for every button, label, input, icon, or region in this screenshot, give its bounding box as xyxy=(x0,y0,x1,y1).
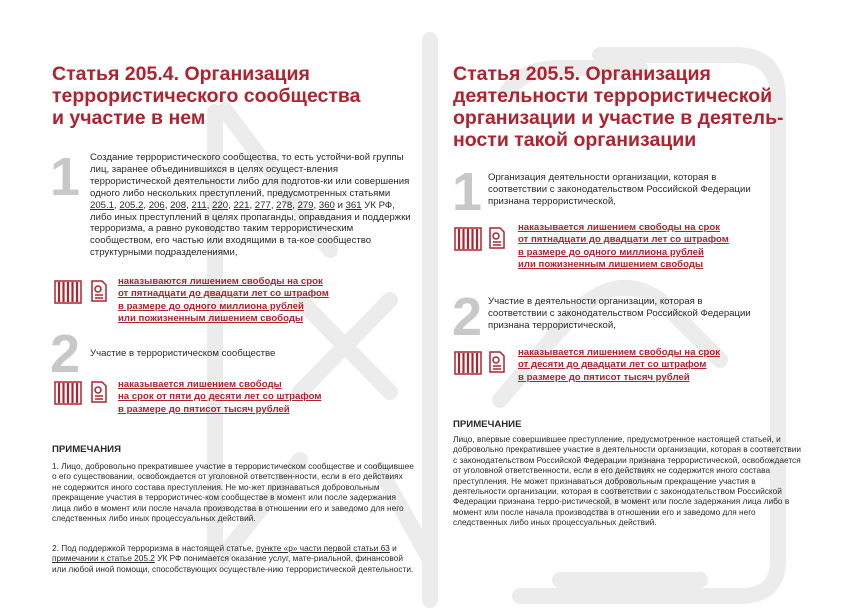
part-number: 1 xyxy=(452,162,483,222)
penalty-line: или пожизненным лишением свободы xyxy=(518,259,704,271)
article-link[interactable]: 208 xyxy=(170,199,187,211)
part-number: 2 xyxy=(452,287,483,347)
article-link[interactable]: 221 xyxy=(233,199,250,211)
note: Лицо, впервые совершившее преступление, предусмотренное настоящей статьей, и добровольно прекратившее участие в деятельности организации, которая в соответствии с законодательством Российской Федерации признана террористической, освобождается от уголовной ответственности, если в его действиях не содержится иного состава преступления. Не может признаваться добровольным прекращение участия в деятельности организации, которая в соответствии с законодательством Российской Федерации признана терро-ристической, в момент или после задержания лица либо в момент или после начала производства в отношении его и заведомо для него следственных либо иных процессуальных действий. xyxy=(453,434,802,528)
notes-heading: ПРИМЕЧАНИЯ xyxy=(52,444,121,455)
note-2-conjunction: и xyxy=(389,543,397,553)
title-line: и участие в нем xyxy=(52,107,206,129)
conjunction: и xyxy=(337,199,343,211)
prison-bars-icon xyxy=(454,227,482,251)
part-2-text: Участие в деятельности организации, которая в соответствии с законодательством Российской Федерации признана террористической, xyxy=(488,296,751,331)
part-1-text-start: Создание террористического сообщества, то есть устойчи-вой группы лиц, заранее объединившихся в целях осущест-вления террористической деятельности либо для подготов-ки или совершения одного либо нескольких преступлений, предусмотренных статьями xyxy=(90,152,410,199)
fine-document-icon xyxy=(90,381,108,403)
fine-document-icon xyxy=(488,351,506,373)
part-1-text-end: УК РФ, либо иных преступлений в целях пропаганды, оправдания и поддержки терроризма, а равно руководство таким террористическим сообществом, его частью или входящими в та-кое сообщество структурными подразделениями, xyxy=(90,199,411,259)
penalty-line: на срок от пяти до десяти лет со штрафом xyxy=(118,391,322,403)
penalty-line: в размере до одного миллиона рублей xyxy=(118,300,304,312)
note-2-text-end: УК РФ понимается оказание услуг, мате-риальной, финансовой или любой иной помощи, способствующих осуществле-нию террористической деятельности. xyxy=(52,553,414,574)
prison-bars-icon xyxy=(54,381,82,405)
note-2-text-start: 2. Под поддержкой терроризма в настоящей статье, xyxy=(52,543,257,553)
article-63-link[interactable]: пункте «р» части первой статьи 63 xyxy=(256,543,390,553)
note-205-2-link[interactable]: примечании к статье 205.2 xyxy=(52,553,155,564)
prison-bars-icon xyxy=(454,351,482,375)
penalty-line: в размере до пятисот тысяч рублей xyxy=(118,403,290,415)
part-1-text: Создание террористического сообщества, то есть устойчи-вой группы лиц, заранее объединившихся в целях осущест-вления террористической деятельности либо для подготов-ки или совершения одного либо нескольких преступлений, предусмотренных статьями 205.1, 205.2, 206, 208, 211, 220, 221, 277, 278, 279, 360 и 361 УК РФ, либо иных преступлений в целях пропаганды, оправдания и поддержки терроризма, а равно руководство таким террористическим сообществом, его частью или входящими в та-кое сообщество структурными подразделениями, xyxy=(90,152,411,259)
title-line: организации и участие в деятель- xyxy=(453,107,784,129)
article-link[interactable]: 205.2 xyxy=(119,199,144,211)
fine-document-icon xyxy=(488,227,506,249)
penalty-text xyxy=(518,347,720,384)
penalty-line: или пожизненным лишением свободы xyxy=(118,313,304,325)
title-line: Статья 205.4. Организация xyxy=(52,63,310,85)
title-line: деятельности террористической xyxy=(453,85,773,107)
article-205-4-title xyxy=(52,63,412,129)
article-link[interactable]: 205.1 xyxy=(90,199,115,211)
penalty-line: от десяти до двадцати лет со штрафом xyxy=(518,359,707,371)
part-2-text: Участие в террористическом сообществе xyxy=(90,348,276,359)
part-1-text: Организация деятельности организации, которая в соответствии с законодательством Российской Федерации признана террористической, xyxy=(488,172,751,207)
article-link[interactable]: 277 xyxy=(254,199,271,211)
article-link[interactable]: 206 xyxy=(148,199,165,211)
article-link[interactable]: 211 xyxy=(191,199,207,211)
penalty-line: наказываются лишением свободы на срок xyxy=(118,276,323,287)
penalty-line: в размере до одного миллиона рублей xyxy=(518,246,704,258)
penalty-text xyxy=(118,276,329,326)
notes-heading: ПРИМЕЧАНИЕ xyxy=(453,419,522,430)
fine-document-icon xyxy=(90,280,108,302)
penalty-line: от пятнадцати до двадцати лет со штрафом xyxy=(518,234,729,246)
penalty-text xyxy=(118,379,321,416)
penalty-line: наказывается лишением свободы на срок xyxy=(518,222,721,233)
article-link[interactable]: 220 xyxy=(212,199,229,211)
title-line: ности такой организации xyxy=(453,129,697,151)
note-2 xyxy=(52,543,414,574)
note-1: 1. Лицо, добровольно прекратившее участие в террористическом сообществе и сообщившее о его существовании, освобождается от уголовной ответствен-ности, если в его действиях не содержится иного состава преступления. Не мо-жет признаваться добровольным прекращение участия в террористичес-ком сообществе в момент или после задержания лица либо в момент или после начала производства в отношении его и заведомо для него следственных либо иных процессуальных действий. xyxy=(52,461,414,524)
article-link[interactable]: 360 xyxy=(318,199,335,211)
article-link[interactable]: 279 xyxy=(297,199,314,211)
article-link[interactable]: 361 xyxy=(345,199,362,211)
part-number: 1 xyxy=(50,147,81,207)
article-205-5-title xyxy=(453,63,833,151)
penalty-line: наказывается лишением свободы на срок xyxy=(518,347,721,358)
penalty-line: наказывается лишением свободы xyxy=(118,379,282,390)
penalty-line: в размере до пятисот тысяч рублей xyxy=(518,371,690,383)
article-link[interactable]: 278 xyxy=(276,199,293,211)
title-line: террористического сообщества xyxy=(52,85,361,107)
part-number: 2 xyxy=(50,324,81,384)
penalty-text xyxy=(518,222,729,272)
penalty-line: от пятнадцати до двадцати лет со штрафом xyxy=(118,288,329,300)
prison-bars-icon xyxy=(54,280,82,304)
title-line: Статья 205.5. Организация xyxy=(453,63,711,85)
